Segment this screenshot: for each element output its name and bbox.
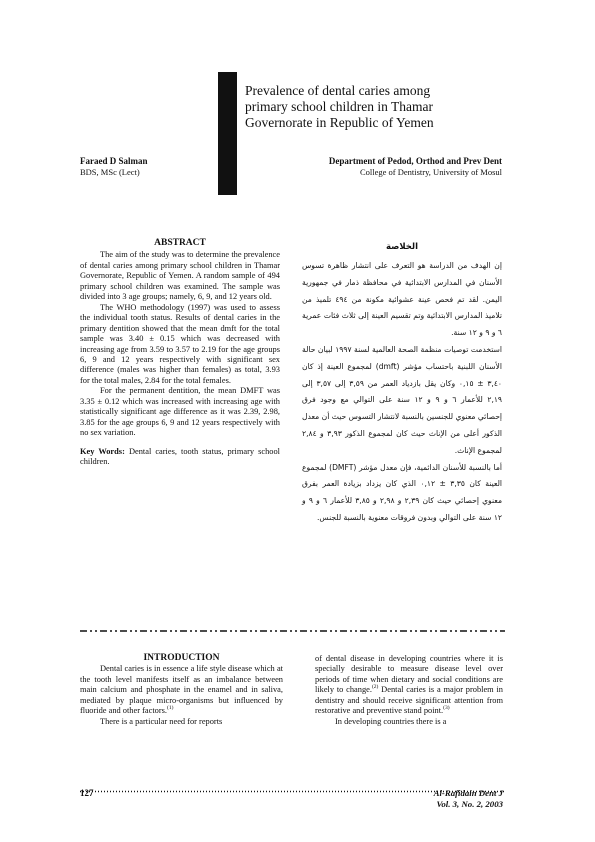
citation-ref: (2)	[371, 684, 379, 691]
title-line-1: Prevalence of dental caries among	[245, 83, 431, 98]
abstract-heading: ABSTRACT	[154, 238, 206, 248]
affiliation-block	[270, 156, 502, 178]
intro-paragraph: Dental caries is in essence a life style disease which at the tooth level manifests itself as an imbalance between main calcium and phosphate in the enamel and in saliva, mediated by plaque micro-organisms but influenced by fluoride and other factors.$^{(1)}$	[80, 664, 283, 716]
journal-name: Al-Rafidain Dent J	[433, 788, 503, 798]
author-block	[80, 156, 148, 178]
title-line-2: primary school children in Thamar	[245, 99, 433, 114]
journal-info	[300, 788, 503, 809]
title-black-bar	[218, 72, 237, 195]
introduction-heading: INTRODUCTION	[143, 653, 220, 663]
title-line-3: Governorate in Republic of Yemen	[245, 115, 434, 130]
journal-issue: Vol. 3, No. 2, 2003	[436, 798, 503, 809]
author-name: Faraed D Salman	[80, 156, 148, 166]
keywords	[80, 447, 280, 468]
arabic-abstract-heading: الخلاصة	[385, 242, 419, 252]
intro-paragraph: In developing countries there is a	[335, 716, 447, 726]
author-degree: BDS, MSc (Lect)	[80, 167, 140, 177]
keywords-text: Dental caries, tooth status, primary school children.	[80, 446, 280, 467]
footer-separator	[80, 780, 505, 783]
arabic-paragraph: أما بالنسبة للأسنان الدائمية، فإن معدل مؤشر (DMFT) لمجموع العينة كان ٣,٣٥ ± ٠,١٢ الذي كان يزداد بزيادة العمر بفرق معنوي إحصائي حيث كان ٢,٣٩ و ٢,٩٨ و ٣,٨٥ للأعمار ٦ و ٩ و ١٢ سنة على التوالي وبدون فروقات معنوية بالنسبة للجنس.	[302, 462, 503, 522]
paper-title	[245, 83, 505, 131]
college-name: College of Dentistry, University of Mosul	[359, 167, 502, 177]
citation-ref: (1)	[166, 705, 174, 712]
arabic-paragraph: استخدمت توصيات منظمة الصحة العالمية لسنة ١٩٩٧ لبيان حالة الأسنان اللبنية باحتساب مؤشر (dmft) لمجموع العينة إذ كان ٣,٤٠ ± ٠,١٥ وكان يقل بازدياد العمر من ٣,٥٩ إلى ٣,٥٧ إلى ٢,١٩ للأعمار ٦ و ٩ و ١٢ سنة على التوالي مع وجود فرق إحصائي معنوي للجنسين بالنسبة لانتشار التسوس حيث أن معدل الذكور أعلى من الإناث حيث كان لمجموع الذكور ٣,٩٣ و ٢,٨٤ لمجموع الإناث.	[302, 344, 503, 455]
abstract-paragraph: The WHO methodology (1997) was used to assess the individual tooth status. Results of dental caries in the primary dentition showed that the mean dmft for the total sample was 3.40 ± 0.15 which was decreased with increasing age from 3.59 to 3.57 to 2.19 for the age groups 6, 9 and 12 years respectively with significant sex difference (males was higher than females) as total, 3.93 for the total males, 2.84 for the total females.	[80, 302, 280, 385]
intro-paragraph: There is a particular need for reports	[100, 716, 223, 726]
page-number: 127	[80, 788, 94, 798]
arabic-abstract-section	[302, 240, 502, 527]
abstract-paragraph: The aim of the study was to determine the prevalence of dental caries among primary school children in Thamar Governorate, Republic of Yemen. A random sample of 494 primary school children was examined. The sample was divided into 3 age groups; namely, 6, 9, and 12 years old.	[80, 250, 280, 302]
citation-ref: (3)	[443, 705, 450, 712]
introduction-right-column	[315, 654, 503, 727]
abstract-section	[80, 238, 280, 468]
introduction-left-column	[80, 653, 283, 727]
keywords-label: Key Words:	[80, 446, 125, 456]
department-name: Department of Pedod, Orthod and Prev Dent	[328, 156, 502, 166]
section-separator	[80, 629, 505, 633]
arabic-paragraph: إن الهدف من الدراسة هو التعرف على انتشار ظاهرة تسوس الأسنان في المدارس الابتدائية في محافظة ذمار في جمهورية اليمن. لقد تم فحص عينة عشوائية مكونة من ٤٩٤ تلميذ من تلاميذ المدارس الابتدائية وتم تقسيم العينة إلى ثلاث فئات عمرية ٦ و ٩ و ١٢ سنة.	[302, 261, 502, 338]
intro-paragraph: of dental disease in developing countries where it is specially desirable to measure disease level over periods of time when dietary and social conditions are likely to change.$^{(2)}$ Dental caries is a major problem in dentistry and should receive significant attention from restorative and preventive stand point.$^{(3)}$	[315, 654, 503, 716]
abstract-paragraph: For the permanent dentition, the mean DMFT was 3.35 ± 0.12 which was increased with increasing age with statistically significant age difference as it was 2.39, 2.98, 3.85 for the age groups 6, 9 and 12 years respectively with no sex variation.	[80, 386, 280, 438]
